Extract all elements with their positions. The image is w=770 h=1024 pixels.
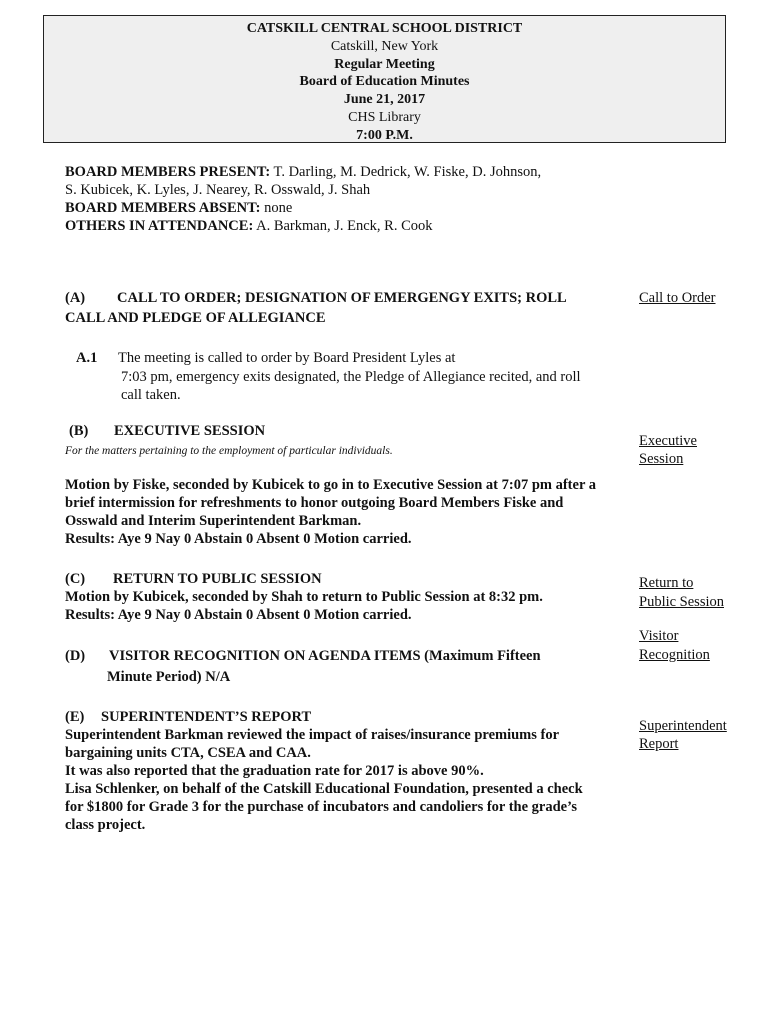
- members-absent-line: [65, 199, 292, 217]
- document-title: Board of Education Minutes: [299, 74, 470, 90]
- section-d-title-line2: Minute Period) N/A: [107, 669, 231, 685]
- others-attendance-value: A. Barkman, J. Enck, R. Cook: [253, 218, 433, 234]
- section-b-motion-line2: brief intermission for refreshments to honor outgoing Board Members Fiske and: [65, 495, 564, 511]
- section-e-line6: class project.: [65, 817, 146, 833]
- section-c-motion: Motion by Kubicek, seconded by Shah to return to Public Session at 8:32 pm.: [65, 589, 543, 605]
- section-e-line2: bargaining units CTA, CSEA and CAA.: [65, 745, 311, 761]
- section-b-note: For the matters pertaining to the employment of particular individuals.: [65, 445, 393, 457]
- section-b-motion-line3: Osswald and Interim Superintendent Barkman.: [65, 513, 362, 529]
- section-a-letter: (A): [65, 290, 86, 306]
- members-absent-label: BOARD MEMBERS ABSENT:: [65, 200, 261, 216]
- section-b-title: EXECUTIVE SESSION: [114, 423, 266, 439]
- meeting-place: CHS Library: [348, 109, 421, 125]
- margin-link-visitor-2[interactable]: Recognition: [639, 647, 710, 663]
- others-attendance-line: [65, 217, 433, 235]
- district-name: CATSKILL CENTRAL SCHOOL DISTRICT: [246, 21, 523, 36]
- section-d-letter: (D): [65, 648, 86, 664]
- section-e-line4: Lisa Schlenker, on behalf of the Catskill Educational Foundation, presented a check: [65, 781, 583, 797]
- meeting-time: 7:00 P.M.: [356, 127, 413, 143]
- section-b-results: Results: Aye 9 Nay 0 Abstain 0 Absent 0 Motion carried.: [65, 531, 412, 547]
- item-a1-line1: The meeting is called to order by Board President Lyles at: [118, 350, 456, 366]
- margin-link-call-to-order[interactable]: Call to Order: [639, 290, 716, 306]
- section-b-letter: (B): [69, 423, 89, 439]
- margin-link-superintendent-2[interactable]: Report: [639, 736, 679, 752]
- members-absent-value: none: [260, 200, 293, 216]
- members-present-label: BOARD MEMBERS PRESENT:: [65, 164, 271, 180]
- section-e-title: SUPERINTENDENT’S REPORT: [101, 709, 312, 725]
- margin-link-return-public-1[interactable]: Return to: [639, 575, 694, 591]
- members-present-line2: S. Kubicek, K. Lyles, J. Nearey, R. Osswald, J. Shah: [65, 182, 371, 198]
- section-e-line5: for $1800 for Grade 3 for the purchase of incubators and candoliers for the grade’s: [65, 799, 578, 815]
- margin-link-visitor-1[interactable]: Visitor: [639, 628, 679, 644]
- margin-link-return-public-2[interactable]: Public Session: [639, 594, 724, 610]
- margin-link-executive-session-1[interactable]: Executive: [639, 433, 697, 449]
- section-e-line3: It was also reported that the graduation rate for 2017 is above 90%.: [65, 763, 484, 779]
- others-attendance-label: OTHERS IN ATTENDANCE:: [65, 218, 254, 234]
- margin-link-executive-session-2[interactable]: Session: [639, 451, 684, 467]
- section-a-title-line2: CALL AND PLEDGE OF ALLEGIANCE: [65, 310, 326, 326]
- section-e-letter: (E): [65, 709, 85, 725]
- item-a1-line3: call taken.: [121, 387, 181, 403]
- members-present-line1: [65, 163, 541, 181]
- margin-link-superintendent-1[interactable]: Superintendent: [639, 718, 727, 734]
- members-present-names: T. Darling, M. Dedrick, W. Fiske, D. Johnson,: [270, 164, 542, 180]
- section-b-motion-line1: Motion by Fiske, seconded by Kubicek to go in to Executive Session at 7:07 pm after a: [65, 477, 596, 493]
- document-header: [43, 15, 726, 143]
- section-a-title-line1: CALL TO ORDER; DESIGNATION OF EMERGENGY EXITS; ROLL: [117, 290, 567, 306]
- meeting-type: Regular Meeting: [334, 56, 435, 72]
- section-c-letter: (C): [65, 571, 86, 587]
- item-a1-number: A.1: [76, 350, 98, 366]
- section-c-results: Results: Aye 9 Nay 0 Abstain 0 Absent 0 Motion carried.: [65, 607, 412, 623]
- section-e-line1: Superintendent Barkman reviewed the impact of raises/insurance premiums for: [65, 727, 560, 743]
- district-location: Catskill, New York: [330, 38, 439, 54]
- section-c-title: RETURN TO PUBLIC SESSION: [113, 571, 322, 587]
- item-a1-line2: 7:03 pm, emergency exits designated, the Pledge of Allegiance recited, and roll: [121, 369, 581, 385]
- section-d-title-line1: VISITOR RECOGNITION ON AGENDA ITEMS (Maximum Fifteen: [109, 648, 541, 664]
- meeting-date: June 21, 2017: [343, 92, 426, 108]
